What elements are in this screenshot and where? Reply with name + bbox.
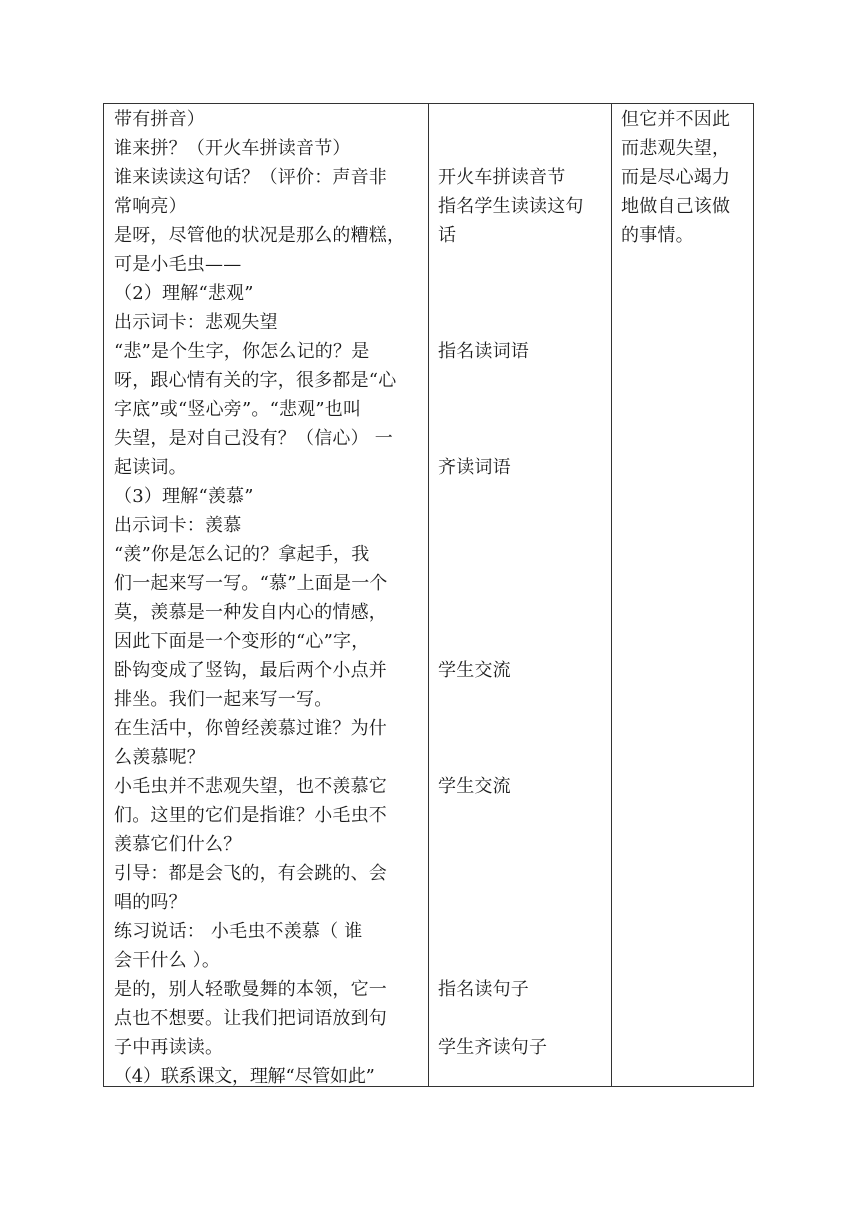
text-line: 么羡慕呢？ — [114, 747, 205, 768]
text-line: 在生活中，你曾经羡慕过谁？为什 — [114, 718, 387, 739]
design-intent-column — [611, 104, 753, 1086]
text-line: 是的，别人轻歌曼舞的本领，它一 — [114, 979, 387, 1000]
text-line: 出示词卡：悲观失望 — [114, 312, 278, 333]
lesson-plan-table — [103, 103, 754, 1087]
text-line: 们。这里的它们是指谁？小毛虫不 — [114, 805, 387, 826]
text-line: 学生齐读句子 — [438, 1037, 548, 1058]
text-line: 练习说话： 小毛虫不羡慕（ 谁 — [114, 921, 363, 942]
text-line: （2）理解“悲观” — [114, 283, 254, 304]
text-line: 话 — [438, 225, 457, 246]
text-line: 会干什么 ）。 — [114, 950, 221, 971]
text-line: 小毛虫并不悲观失望，也不羡慕它 — [114, 776, 387, 797]
text-line: 地做自己该做 — [621, 196, 731, 217]
student-activity-column — [428, 104, 611, 1086]
text-line: “悲”是个生字，你怎么记的？是 — [114, 341, 370, 362]
text-line: 字底”或“竖心旁”。“悲观”也叫 — [114, 399, 362, 420]
text-line: 指名读词语 — [438, 341, 529, 362]
text-line: 因此下面是一个变形的“心”字， — [114, 631, 370, 652]
text-line: 谁来拼？（开火车拼读音节） — [114, 138, 351, 159]
text-line: 开火车拼读音节 — [438, 167, 566, 188]
text-line: 引导：都是会飞的，有会跳的、会 — [114, 863, 387, 884]
text-line: 们一起来写一写。“慕”上面是一个 — [114, 573, 388, 594]
text-line: 点也不想要。让我们把词语放到句 — [114, 1008, 387, 1029]
text-line: 但它并不因此 — [621, 109, 731, 130]
text-line: 可是小毛虫—— — [114, 254, 242, 275]
teacher-activity-column — [104, 104, 428, 1086]
text-line: 唱的吗？ — [114, 892, 187, 913]
text-line: （4）联系课文，理解“尽管如此” — [114, 1066, 375, 1087]
text-line: 起读词。 — [114, 457, 187, 478]
text-line: “羡”你是怎么记的？拿起手，我 — [114, 544, 370, 565]
text-line: 齐读词语 — [438, 457, 511, 478]
text-line: 子中再读读。 — [114, 1037, 224, 1058]
text-line: 学生交流 — [438, 776, 511, 797]
text-line: 带有拼音） — [114, 109, 205, 130]
text-line: 学生交流 — [438, 660, 511, 681]
text-line: 出示词卡：羡慕 — [114, 515, 242, 536]
text-line: 失望，是对自己没有？（信心） 一 — [114, 428, 393, 449]
text-line: （3）理解“羡慕” — [114, 486, 254, 507]
text-line: 而是尽心竭力 — [621, 167, 731, 188]
text-line: 是呀，尽管他的状况是那么的糟糕， — [114, 225, 406, 246]
text-line: 常响亮） — [114, 196, 187, 217]
text-line: 羡慕它们什么？ — [114, 834, 242, 855]
text-line: 而悲观失望， — [621, 138, 731, 159]
text-line: 指名读句子 — [438, 979, 529, 1000]
text-line: 谁来读读这句话？（评价：声音非 — [114, 167, 387, 188]
text-line: 指名学生读读这句 — [438, 196, 584, 217]
text-line: 呀，跟心情有关的字，很多都是“心 — [114, 370, 397, 391]
text-line: 莫，羡慕是一种发自内心的情感， — [114, 602, 387, 623]
text-line: 卧钩变成了竖钩，最后两个小点并 — [114, 660, 387, 681]
text-line: 排坐。我们一起来写一写。 — [114, 689, 333, 710]
text-line: 的事情。 — [621, 225, 694, 246]
